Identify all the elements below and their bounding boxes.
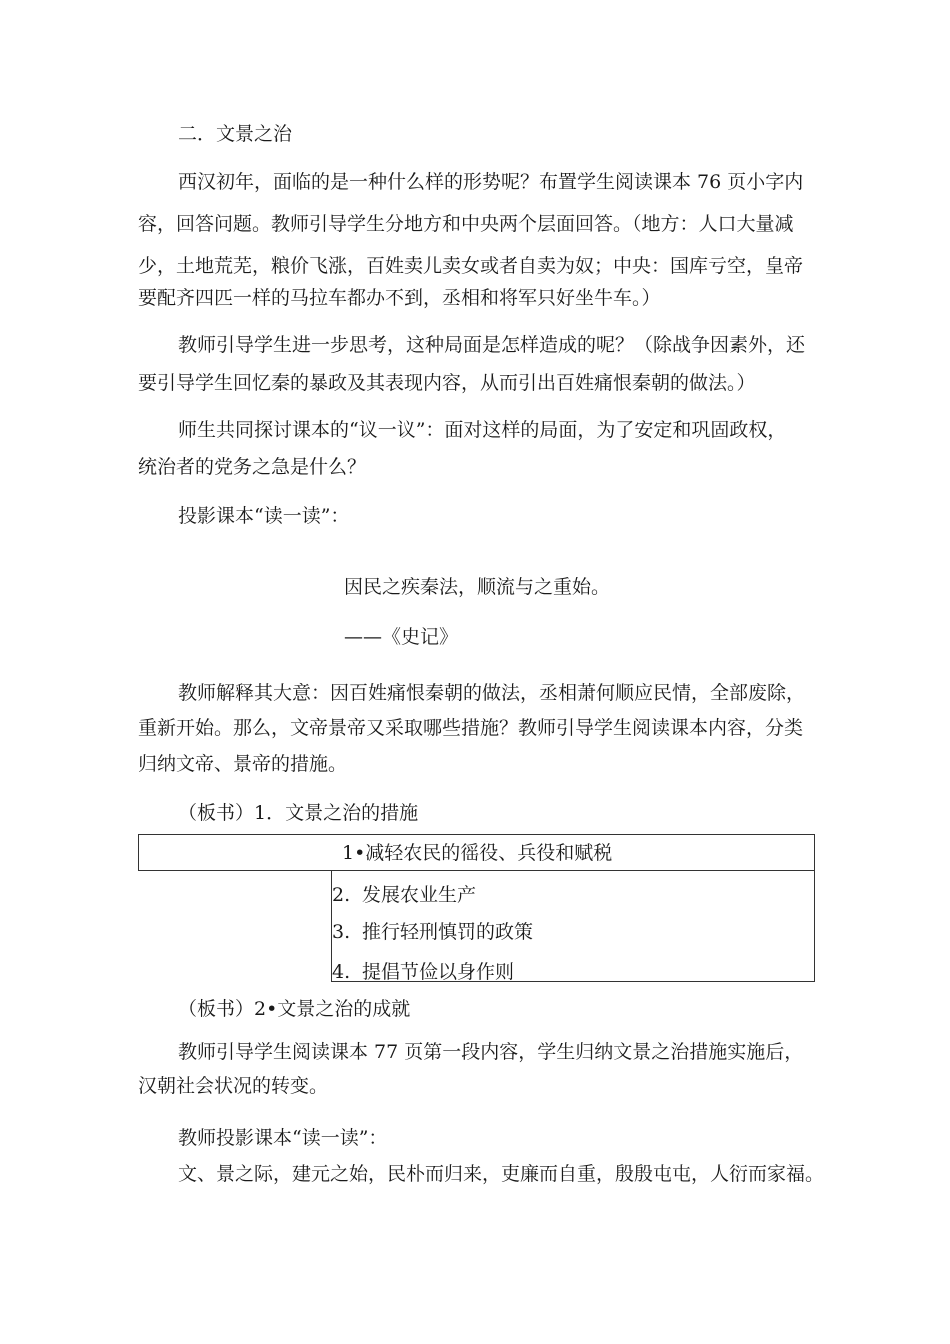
paragraph-line: 教师引导学生阅读课本 77 页第一段内容，学生归纳文景之治措施实施后， <box>178 1041 804 1063</box>
paragraph-line: 归纳文帝、景帝的措施。 <box>138 753 348 775</box>
measure-item <box>332 960 514 984</box>
quote-source: ——《史记》 <box>344 626 459 648</box>
paragraph-line: 统治者的党务之急是什么？ <box>138 456 367 478</box>
paragraph-line: 少，土地荒芜，粮价飞涨，百姓卖儿卖女或者自卖为奴；中央：国库亏空，皇帝 <box>138 255 804 277</box>
paragraph-line: 汉朝社会状况的转变。 <box>138 1075 329 1097</box>
paragraph-line: 要引导学生回忆秦的暴政及其表现内容，从而引出百姓痛恨秦朝的做法。） <box>138 372 756 394</box>
paragraph-line: 容，回答问题。教师引导学生分地方和中央两个层面回答。（地方：人口大量减 <box>138 213 794 235</box>
measure-text: 提倡节俭以身作则 <box>362 961 515 983</box>
section-heading: 二．文景之治 <box>178 123 293 145</box>
measure-item: 1•减轻农民的徭役、兵役和赋税 <box>342 842 613 864</box>
measure-number: 4. <box>332 961 351 983</box>
measure-number: 3. <box>332 921 351 943</box>
paragraph-line: 教师解释其大意：因百姓痛恨秦朝的做法，丞相萧何顺应民情，全部废除， <box>178 682 806 704</box>
measure-item <box>332 920 533 944</box>
board-heading: （板书）2•文景之治的成就 <box>178 998 411 1020</box>
paragraph-line: 投影课本“读一读”： <box>178 505 350 527</box>
paragraph-line: 要配齐四匹一样的马拉车都办不到，丞相和将军只好坐牛车。） <box>138 287 661 309</box>
measure-number: 2. <box>332 884 351 906</box>
paragraph-line: 教师引导学生进一步思考，这种局面是怎样造成的呢？（除战争因素外，还 <box>178 334 806 356</box>
measure-text: 发展农业生产 <box>362 884 477 906</box>
paragraph-line: 重新开始。那么，文帝景帝又采取哪些措施？教师引导学生阅读课本内容，分类 <box>138 717 804 739</box>
quote-text: 文、景之际，建元之始，民朴而归来，吏廉而自重，殷殷屯屯，人衍而家福。 <box>178 1163 825 1185</box>
paragraph-line: 教师投影课本“读一读”： <box>178 1127 388 1149</box>
measures-table-body <box>331 871 815 982</box>
paragraph-line: 西汉初年，面临的是一种什么样的形势呢？布置学生阅读课本 76 页小字内 <box>178 171 804 193</box>
measure-text: 推行轻刑慎罚的政策 <box>362 921 534 943</box>
paragraph-line: 师生共同探讨课本的“议一议”：面对这样的局面，为了安定和巩固政权， <box>178 419 787 441</box>
board-heading: （板书）1．文景之治的措施 <box>178 802 419 824</box>
measures-table-header <box>138 834 815 871</box>
measure-item <box>332 883 476 907</box>
quote-text: 因民之疾秦法，顺流与之重始。 <box>344 576 611 598</box>
